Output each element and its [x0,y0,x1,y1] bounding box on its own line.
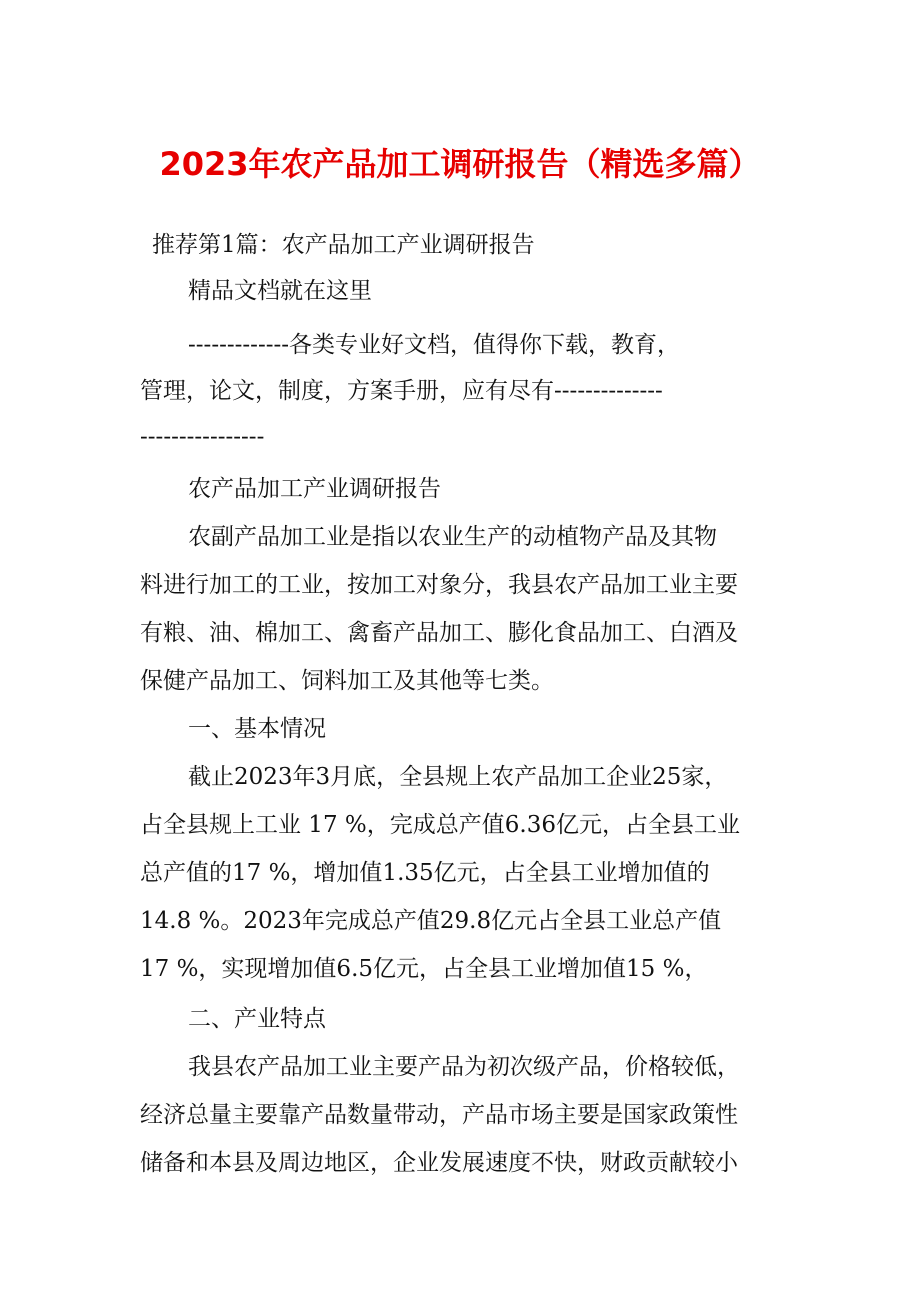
paragraph-line: 储备和本县及周边地区，企业发展速度不快，财政贡献较小 [140,1150,738,1176]
section-heading: 二、产业特点 [188,1006,326,1032]
paragraph-line: 料进行加工的工业，按加工对象分，我县农产品加工业主要 [140,572,738,598]
recommend-heading: 推荐第1篇：农产品加工产业调研报告 [152,232,535,258]
paragraph-line: 17 %，实现增加值6.5亿元，占全县工业增加值15 %， [140,956,708,982]
text-line: 精品文档就在这里 [188,278,372,304]
text-line: 管理，论文，制度，方案手册，应有尽有-------------- [140,378,663,404]
paragraph-line: 14.8 %。2023年完成总产值29.8亿元占全县工业总产值 [140,908,722,934]
paragraph-line: 占全县规上工业 17 %，完成总产值6.36亿元，占全县工业 [140,812,740,838]
paragraph-line: 我县农产品加工业主要产品为初次级产品，价格较低， [188,1054,740,1080]
paragraph-line: 有粮、油、棉加工、禽畜产品加工、膨化食品加工、白酒及 [140,620,738,646]
paragraph-line: 农副产品加工业是指以农业生产的动植物产品及其物 [188,524,717,550]
text-line: ---------------- [140,424,265,450]
section-title: 农产品加工产业调研报告 [188,476,441,502]
paragraph-line: 总产值的17 %，增加值1.35亿元，占全县工业增加值的 [140,860,710,886]
paragraph-line: 经济总量主要靠产品数量带动，产品市场主要是国家政策性 [140,1102,738,1128]
paragraph-line: 保健产品加工、饲料加工及其他等七类。 [140,668,554,694]
document-title: 2023年农产品加工调研报告（精选多篇） [159,145,761,183]
paragraph-line: 截止2023年3月底，全县规上农产品加工企业25家， [188,764,728,790]
section-heading: 一、基本情况 [188,716,326,742]
text-line: -------------各类专业好文档，值得你下载，教育， [188,332,681,358]
